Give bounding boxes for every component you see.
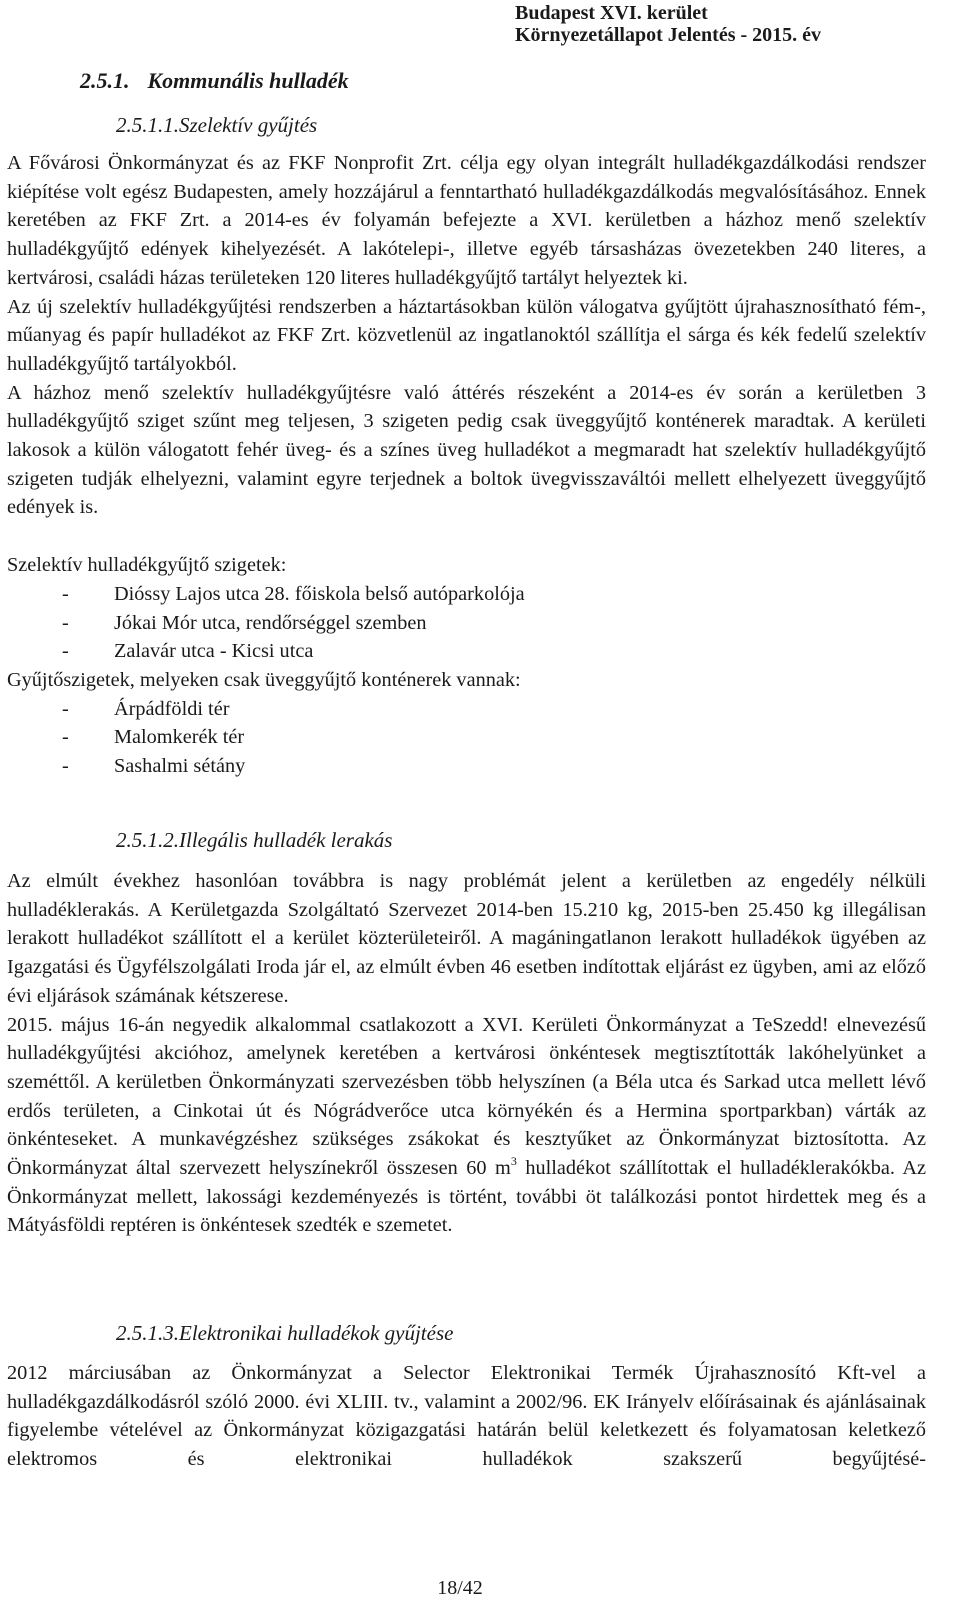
paragraph-text-part-2: hulladékot szállítottak el hulladéklerakókba. Az Önkormányzat mellett, lakossági kezdeményezés is történt, további öt találkozási pontot hirdettek meg és a Mátyásföldi reptéren is önkéntesek szedték e szemetet. xyxy=(7,1157,926,1237)
subsection-heading-3: 2.5.1.3.Elektronikai hulladékok gyűjtése xyxy=(116,1321,454,1345)
paragraph xyxy=(7,1011,926,1241)
header-line-2: Környezetállapot Jelentés - 2015. év xyxy=(515,24,822,46)
section-heading xyxy=(80,68,349,94)
list-item: - Jókai Mór utca, rendőrséggel szemben xyxy=(62,609,926,638)
list-item: - Dióssy Lajos utca 28. főiskola belső autóparkolója xyxy=(62,580,926,609)
islands-heading: Szelektív hulladékgyűjtő szigetek: xyxy=(7,554,287,577)
page-number: 18/42 xyxy=(437,1577,483,1599)
header-line-1: Budapest XVI. kerület xyxy=(515,2,708,24)
section-number: 2.5.1. xyxy=(80,68,130,93)
paragraph-text-part-1: 2015. május 16-án negyedik alkalommal csatlakozott a XVI. Kerületi Önkormányzat a TeSzedd! elnevezésű hulladékgyűjtési akcióhoz, amelynek keretében a kertvárosi önkéntesek megtisztították lakóhelyünket a szeméttől. A kerületben Önkormányzati szervezésben több helyszínen (a Béla utca és Sarkad utca mellett lévő erdős területen, a Cinkotai út és Nógrádverőce utca környékén és a Hermina sportparkban) várták az önkénteseket. A munkavégzéshez szükséges zsákokat és kesztyűket az Önkormányzat biztosította. Az Önkormányzat által szervezett helyszínekről összesen 60 m xyxy=(7,1013,926,1180)
subsection-heading-1: 2.5.1.1.Szelektív gyűjtés xyxy=(116,113,318,137)
list-item: - Árpádföldi tér xyxy=(62,695,926,724)
subsection-1-body xyxy=(7,149,926,781)
superscript: 3 xyxy=(510,1154,517,1169)
list-item: - Malomkerék tér xyxy=(62,723,926,752)
subsection-3-body xyxy=(7,1359,926,1474)
list-item: - Zalavár utca - Kicsi utca xyxy=(62,637,926,666)
page-header xyxy=(515,2,821,46)
glass-islands-heading: Gyűjtőszigetek, melyeken csak üveggyűjtő konténerek vannak: xyxy=(7,668,521,691)
islands-list xyxy=(7,580,926,666)
paragraph: A házhoz menő szelektív hulladékgyűjtésre való áttérés részeként a 2014-es év során a kerületben 3 hulladékgyűjtő sziget szűnt meg teljesen, 3 szigeten pedig csak üveggyűjtő konténerek maradtak. A kerületi lakosok a külön válogatott fehér üveg- és a színes üveg hulladékot a megmaradt hat szelektív hulladékgyűjtő szigeten tudják elhelyezni, valamint egyre terjednek a boltok üvegvisszaváltói mellett elhelyezett üveggyűjtő edények is. xyxy=(7,381,926,519)
subsection-2-body xyxy=(7,867,926,1240)
glass-islands-list xyxy=(7,695,926,781)
subsection-heading-2: 2.5.1.2.Illegális hulladék lerakás xyxy=(116,828,393,852)
paragraph: Az új szelektív hulladékgyűjtési rendszerben a háztartásokban külön válogatva gyűjtött újrahasznosítható fém-, műanyag és papír hulladékot az FKF Zrt. közvetlenül az ingatlanoktól szállítja el sárga és kék fedelű szelektív hulladékgyűjtő tartályokból. xyxy=(7,295,926,375)
paragraph: A Fővárosi Önkormányzat és az FKF Nonprofit Zrt. célja egy olyan integrált hulladékgazdálkodási rendszer kiépítése volt egész Budapesten, amely hozzájárul a fenntartható hulladékgazdálkodás megvalósításához. Ennek keretében az FKF Zrt. a 2014-es év folyamán befejezte a XVI. kerületben a házhoz menő szelektív hulladékgyűjtő edények kihelyezését. A lakótelepi-, illetve egyéb társasházas övezetekben 240 literes, a kertvárosi, családi házas területeken 120 literes hulladékgyűjtő tartályt helyeztek ki. xyxy=(7,152,926,289)
paragraph: Az elmúlt évekhez hasonlóan továbbra is nagy problémát jelent a kerületben az engedély nélküli hulladéklerakás. A Kerületgazda Szolgáltató Szervezet 2014-ben 15.210 kg, 2015-ben 25.450 kg illegálisan lerakott hulladékot szállított el a kerület közterületeiről. A magáningatlanon lerakott hulladékok ügyében az Igazgatási és Ügyfélszolgálati Iroda jár el, az elmúlt évben 46 esetben indítottak eljárást ez ügyben, ami az előző évi eljárások számának kétszerese. xyxy=(7,870,926,1007)
section-title: Kommunális hulladék xyxy=(147,68,349,93)
list-item: - Sashalmi sétány xyxy=(62,752,926,781)
paragraph: 2012 márciusában az Önkormányzat a Selector Elektronikai Termék Újrahasznosító Kft-vel a hulladékgazdálkodásról szóló 2000. évi XLIII. tv., valamint a 2002/96. EK Irányelv előírásainak és ajánlásainak figyelembe vételével az Önkormányzat közigazgatási határán belül keletkezett és folyamatosan keletkező elektromos és elektronikai hulladékok szakszerű begyűjtésé- xyxy=(7,1362,926,1471)
